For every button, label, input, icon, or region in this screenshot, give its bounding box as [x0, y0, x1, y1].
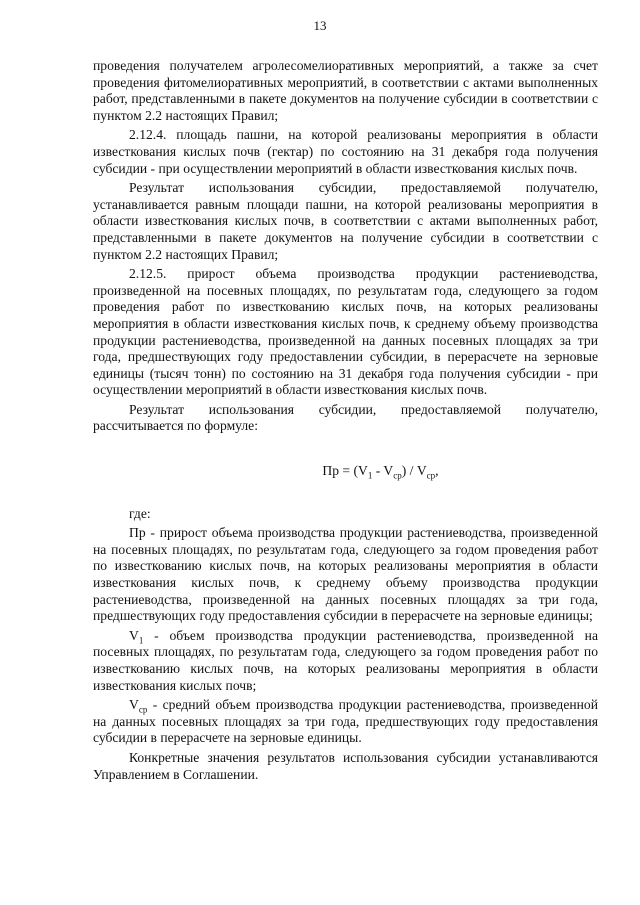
- formula-mid-2: ) / V: [401, 463, 427, 479]
- paragraph-2-12-4: 2.12.4. площадь пашни, на которой реализованы мероприятия в области известкования кислых почв (гектар) по состоянию на 31 декабря года получения субсидии - при осуществлении мероприятий в области известкования кислых почв.: [93, 127, 598, 176]
- where-label: где:: [129, 505, 151, 521]
- definition-v1-text: - объем производства продукции растениеводства, произведенной на посевных площадях, по результатам года, следующего за годом проведения работ по известкованию кислых почв, на которых реализованы мероприятия в области известкования кислых почв;: [93, 627, 598, 693]
- definition-vcp-symbol: V: [129, 697, 139, 713]
- formula-lhs: Пр = (V: [322, 463, 368, 479]
- paragraph-closing: Конкретные значения результатов использования субсидии устанавливаются Управлением в Соглашении.: [93, 749, 598, 782]
- definition-v1: [93, 628, 598, 694]
- definition-vcp-sub: ср: [138, 704, 148, 715]
- formula-sub-2: ср: [393, 470, 402, 481]
- paragraph-result-area: Результат использования субсидии, предоставляемой получателю, устанавливается равным площади пашни, на которой реализованы мероприятия в области известкования кислых почв, в соответствии с актами выполненных работ, представленными в пакете документов на получение субсидии в соответствии с пунктом 2.2 настоящих Правил;: [93, 180, 598, 262]
- paragraph-2-12-5: 2.12.5. прирост объема производства продукции растениеводства, произведенной на посевных площадях, по результатам года, следующего за годом проведения работ по известкованию кислых почв, на которых реализованы мероприятия в области известкования кислых почв, к среднему объему производства продукции растениеводства, произведенной на данных посевных площадях за три года, предшествующих году предоставлении субсидии, в перерасчете на зерновые единицы (тысяч тонн) по состоянию на 31 декабря года получения субсидии - при осуществлении мероприятий в области известкования кислых почв.: [93, 266, 598, 398]
- formula-mid: - V: [372, 463, 394, 479]
- formula: [93, 463, 598, 480]
- definition-pr: Пр - прирост объема производства продукции растениеводства, произведенной на посевных площадях, по результатам года, следующего за годом проведения работ по известкованию кислых почв, на которых реализованы мероприятия в области известкования кислых почв, к среднему объему производства продукции растениеводства, произведенной на данных посевных площадях за три года, предшествующих году предоставления субсидии в перерасчете на зерновые единицы;: [93, 525, 598, 624]
- page-number: 13: [313, 18, 327, 33]
- formula-sub-1: 1: [367, 470, 373, 481]
- paragraph-continuation: проведения получателем агролесомелиоративных мероприятий, а также за счет проведения фитомелиоративных мероприятий, в соответствии с актами выполненных работ, представленными в пакете документов на получение субсидии в соответствии с пунктом 2.2 настоящих Правил;: [93, 58, 598, 123]
- formula-sub-3: ср: [426, 470, 436, 481]
- definition-v1-symbol: V: [129, 627, 139, 643]
- definition-vcp: [93, 697, 598, 747]
- formula-tail: ,: [435, 463, 439, 479]
- paragraph-result-formula-intro: Результат использования субсидии, предоставляемой получателю, рассчитывается по формуле:: [93, 401, 598, 434]
- definition-v1-sub: 1: [138, 635, 144, 646]
- document-body: [93, 58, 598, 786]
- definition-vcp-text: - средний объем производства продукции растениеводства, произведенной на данных посевных площадях за три года, предшествующих году предоставления субсидии в перерасчете на зерновые единицы.: [93, 697, 598, 746]
